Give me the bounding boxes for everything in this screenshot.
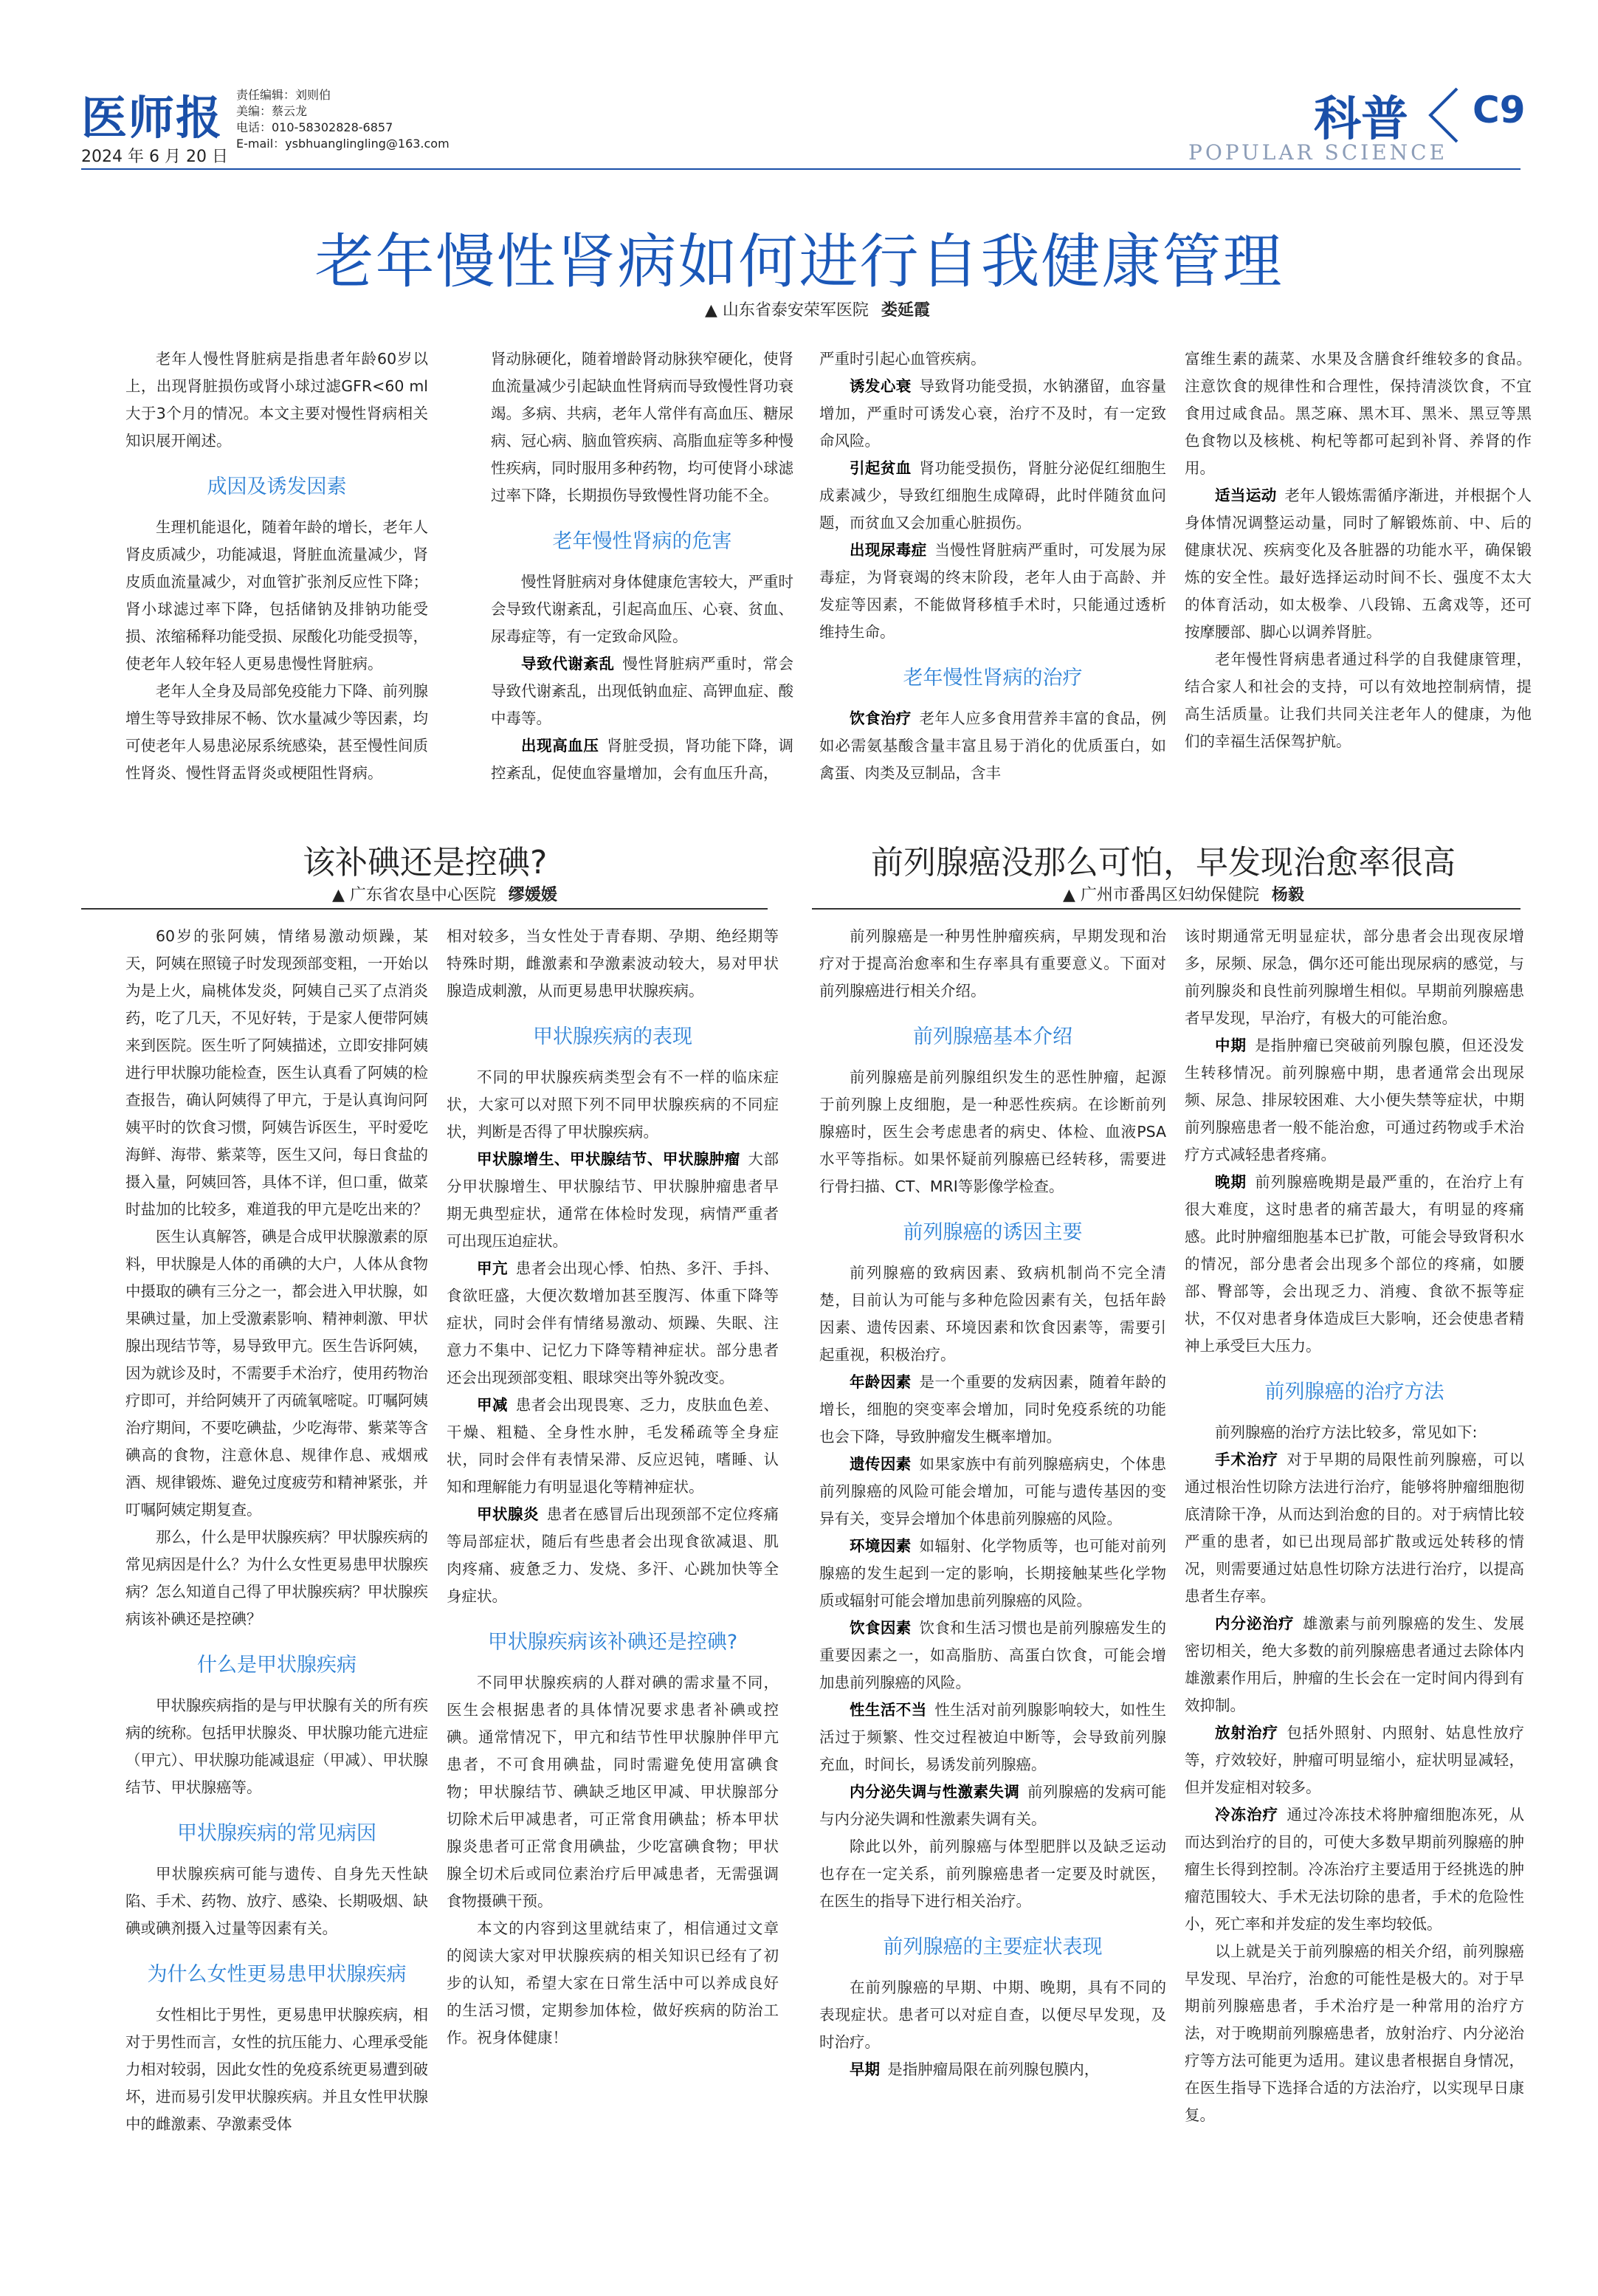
article-2-divider — [81, 908, 768, 910]
paragraph-text: 当慢性肾脏病严重时，可发展为尿毒症，为肾衰竭的终末阶段，老年人由于高龄、并发症等因素，不能做肾移植手术时，只能通过透析维持生命。 — [819, 541, 1166, 641]
paragraph-text: 是一个重要的发病因素，随着年龄的增长，细胞的突变率会增加，同时免疫系统的功能也会下降，导致肿瘤发生概率增加。 — [819, 1373, 1166, 1446]
section-name: 科普 — [1314, 92, 1408, 147]
paragraph — [819, 1615, 1166, 1697]
paragraph-lead: 饮食治疗 — [850, 709, 912, 727]
paragraph — [125, 346, 428, 455]
paragraph-lead: 性生活不当 — [850, 1701, 927, 1719]
paragraph — [819, 1259, 1166, 1369]
phone-credit: 电话：010-58302828-6857 — [236, 120, 393, 134]
paragraph — [1185, 1446, 1524, 1610]
paragraph-text: 前列腺癌的治疗方法比较多，常见如下: — [1215, 1423, 1478, 1441]
paragraph-text: 老年人全身及局部免疫能力下降、前列腺增生等导致排尿不畅、饮水量减少等因素，均可使老年人易患泌尿系统感染，甚至慢性间质性肾炎、慢性肾盂肾炎或梗阻性肾病。 — [125, 682, 428, 782]
paragraph-lead: 甲状腺炎 — [477, 1505, 539, 1523]
editorial-credits — [236, 87, 450, 152]
article-3-column-2 — [1185, 923, 1524, 2129]
section-heading: 老年慢性肾病的危害 — [552, 530, 732, 553]
article-1-byline — [705, 298, 930, 320]
section-heading: 甲状腺疾病的常见病因 — [177, 1822, 376, 1845]
paragraph-text: 老年慢性肾病患者通过科学的自我健康管理，结合家人和社会的支持，可以有效地控制病情，提高生活质量。让我们共同关注老年人的健康，为他们的幸福生活保驾护航。 — [1185, 650, 1532, 750]
paragraph-text: 甲状腺疾病指的是与甲状腺有关的所有疾病的统称。包括甲状腺炎、甲状腺功能亢进症（甲亢）、甲状腺功能减退症（甲减）、甲状腺结节、甲状腺癌等。 — [125, 1697, 428, 1796]
paragraph — [819, 1974, 1166, 2056]
paragraph-lead: 甲减 — [477, 1396, 508, 1414]
paragraph — [1185, 1032, 1524, 1169]
paragraph-text: 前列腺癌晚期是最严重的，在治疗上有很大难度，这时患者的痛苦最大，有明显的疼痛感。此时肿瘤细胞基本已扩散，可能会导致肾积水的情况，部分患者会出现多个部位的疼痛，如腰部、臀部等，会出现乏力、消瘦、食欲不振等症状，不仅对患者身体造成巨大影响，还会使患者精神上承受巨大压力。 — [1185, 1173, 1525, 1355]
article-1-column-1 — [125, 346, 428, 787]
paragraph-text: 肾功能受损伤，肾脏分泌促红细胞生成素减少，导致红细胞生成障碍，此时伴随贫血问题，而贫血又会加重心脏损伤。 — [819, 459, 1166, 532]
paragraph — [1185, 482, 1532, 646]
paragraph-lead: 中期 — [1215, 1037, 1247, 1054]
paragraph-lead: 饮食因素 — [850, 1619, 912, 1637]
paragraph — [819, 1697, 1166, 1778]
paragraph — [819, 373, 1166, 455]
paragraph — [1185, 1719, 1524, 1801]
paragraph — [125, 2001, 428, 2138]
paragraph-text: 老年人慢性肾脏病是指患者年龄60岁以上，出现肾脏损伤或肾小球过滤GFR<60 ml大于3个月的情况。本文主要对慢性肾病相关知识展开阐述。 — [125, 350, 428, 450]
paragraph-text: 不同甲状腺疾病的人群对碘的需求量不同，医生会根据患者的具体情况要求患者补碘或控碘。通常情况下，甲亢和结节性甲状腺肿伴甲亢患者，不可食用碘盐，同时需避免使用富碘食物；甲状腺结节、碘缺乏地区甲减、甲状腺部分切除术后甲减患者，可正常食用碘盐；桥本甲状腺炎患者可正常食用碘盐，少吃富碘食物；甲状腺全切术后或同位素治疗后甲减患者，无需强调食物摄碘干预。 — [447, 1674, 779, 1910]
section-heading: 前列腺癌的主要症状表现 — [883, 1936, 1103, 1959]
paragraph — [447, 1146, 779, 1255]
paragraph — [491, 650, 793, 732]
paragraph-lead: 适当运动 — [1215, 487, 1277, 504]
paragraph — [819, 923, 1166, 1005]
paragraph — [447, 1064, 779, 1146]
section-heading: 甲状腺疾病该补碘还是控碘? — [487, 1631, 738, 1654]
paragraph-text: 该时期通常无明显症状，部分患者会出现夜尿增多，尿频、尿急，偶尔还可能出现尿病的感觉，与前列腺炎和良性前列腺增生相似。早期前列腺癌患者早发现，早治疗，有极大的可能治愈。 — [1185, 927, 1524, 1027]
paragraph-lead: 遗传因素 — [850, 1455, 912, 1473]
article-2-column-2 — [447, 923, 779, 2052]
section-heading: 为什么女性更易患甲状腺疾病 — [147, 1963, 407, 1986]
section-heading: 成因及诱发因素 — [207, 475, 347, 498]
paragraph-text: 患者在感冒后出现颈部不定位疼痛等局部症状，随后有些患者会出现食欲减退、肌肉疼痛、疲惫乏力、发烧、多汗、心跳加快等全身症状。 — [447, 1505, 779, 1605]
paragraph — [819, 537, 1166, 646]
paragraph-text: 在前列腺癌的早期、中期、晚期，具有不同的表现症状。患者可以对症自查，以便尽早发现，及时治疗。 — [819, 1979, 1166, 2051]
paragraph-text: 60岁的张阿姨，情绪易激动烦躁，某天，阿姨在照镜子时发现颈部变粗，一开始以为是上火，扁桃体发炎，阿姨自己买了点消炎药，吃了几天，不见好转，于是家人便带阿姨来到医院。医生听了阿姨描述，立即安排阿姨进行甲状腺功能检查，医生认真看了阿姨的检查报告，确认阿姨得了甲亢，于是认真询问阿姨平时的饮食习惯，阿姨告诉医生，平时爱吃海鲜、海带、紫菜等，医生又问，每日食盐的摄入量，阿姨回答，具体不详，但口重，做菜时盐加的比较多，难道我的甲亢是吃出来的？ — [125, 927, 428, 1218]
paragraph-text: 老年人锻炼需循序渐进，并根据个人身体情况调整运动量，同时了解锻炼前、中、后的健康状况、疾病变化及各脏器的功能水平，确保锻炼的安全性。最好选择运动时间不长、强度不太大的体育活动，如太极拳、八段锦、五禽戏等，还可按摩腰部、脚心以调养肾脏。 — [1185, 487, 1532, 641]
paragraph-lead: 放射治疗 — [1215, 1724, 1279, 1742]
paragraph-text: 老年人应多食用营养丰富的食品，例如必需氨基酸含量丰富且易于消化的优质蛋白，如禽蛋、肉类及豆制品，含丰 — [819, 709, 1166, 782]
article-3-byline-org: ▲ 广州市番禺区妇幼保健院 — [1063, 886, 1259, 904]
paragraph — [125, 1692, 428, 1801]
paragraph — [819, 1833, 1166, 1915]
article-3-column-1 — [819, 923, 1166, 2083]
paragraph-lead: 环境因素 — [850, 1537, 912, 1555]
paragraph-text: 前列腺癌是前列腺组织发生的恶性肿瘤，起源于前列腺上皮细胞，是一种恶性疾病。在诊断前列腺癌时，医生会考虑患者的病史、体检、血液PSA水平等指标。如果怀疑前列腺癌已经转移，需要进行骨扫描、CT、MRI等影像学检查。 — [819, 1068, 1166, 1195]
paragraph-lead: 手术治疗 — [1215, 1451, 1279, 1468]
paragraph — [491, 568, 793, 650]
section-heading: 老年慢性肾病的治疗 — [903, 667, 1083, 690]
paragraph-text: 是指肿瘤已突破前列腺包膜，但还没发生转移情况。前列腺癌中期，患者通常会出现尿频、尿急、排尿较困难、大小便失禁等症状，中期前列腺癌患者一般不能治愈，可通过药物或手术治疗方式减轻患者疼痛。 — [1185, 1037, 1525, 1164]
article-1-byline-author: 娄延霞 — [881, 301, 930, 320]
paragraph — [491, 732, 793, 787]
paragraph-text: 本文的内容到这里就结束了，相信通过文章的阅读大家对甲状腺疾病的相关知识已经有了初步的认知，希望大家在日常生活中可以养成良好的生活习惯，定期参加体检，做好疾病的防治工作。祝身体健康！ — [447, 1919, 779, 2046]
paragraph-text: 医生认真解答，碘是合成甲状腺激素的原料，甲状腺是人体的甬碘的大户，人体从食物中摄取的碘有三分之一，都会进入甲状腺，如果碘过量，加上受激素影响、精神刺激、甲状腺出现结节等，易导致甲亢。医生告诉阿姨，因为就诊及时，不需要手术治疗，使用药物治疗即可，并给阿姨开了丙硫氧嘧啶。叮嘱阿姨治疗期间，不要吃碘盐，少吃海带、紫菜等含碘高的食物，注意休息、规律作息、戒烟戒酒、规律锻炼、避免过度疲劳和精神紧张，并叮嘱阿姨定期复查。 — [125, 1228, 428, 1519]
paragraph-lead: 内分泌失调与性激素失调 — [850, 1783, 1020, 1801]
issue-date: 2024 年 6 月 20 日 — [81, 148, 228, 166]
paragraph — [447, 923, 779, 1005]
paragraph — [1185, 646, 1532, 755]
paragraph — [125, 514, 428, 678]
article-1-column-2 — [491, 346, 793, 787]
paragraph-text: 对于早期的局限性前列腺癌，可以通过根治性切除方法进行治疗，能够将肿瘤细胞彻底清除干净，从而达到治愈的目的。对于病情比较严重的患者，如已出现局部扩散或远处转移的情况，则需要通过姑息性切除方法进行治疗，以提高患者生存率。 — [1185, 1451, 1525, 1605]
designer-credit: 美编：蔡云龙 — [236, 104, 308, 118]
article-2-byline — [332, 882, 557, 905]
paragraph — [819, 1369, 1166, 1451]
page-number: C9 — [1473, 89, 1526, 131]
paragraph-lead: 甲亢 — [477, 1259, 508, 1277]
paragraph-text: 肾动脉硬化，随着增龄肾动脉狭窄硬化，使肾血流量减少引起缺血性肾病而导致慢性肾功衰竭。多病、共病，老年人常伴有高血压、糖尿病、冠心病、脑血管疾病、高脂血症等多种慢性疾病，同时服用多种药物，均可使肾小球滤过率下降，长期损伤导致慢性肾功能不全。 — [491, 350, 793, 504]
paragraph-text: 前列腺癌是一种男性肿瘤疾病，早期发现和治疗对于提高治愈率和生存率具有重要意义。下面对前列腺癌进行相关介绍。 — [819, 927, 1166, 1000]
paragraph — [819, 1778, 1166, 1833]
paragraph-text: 肾脏受损，肾功能下降，调控紊乱，促使血容量增加，会有血压升高， — [491, 737, 794, 782]
masthead-divider — [81, 168, 1520, 170]
editor-credit: 责任编辑：刘则伯 — [236, 88, 331, 102]
paragraph — [447, 1255, 779, 1392]
paragraph-text: 慢性肾脏病对身体健康危害较大，严重时会导致代谢紊乱，引起高血压、心衰、贫血、尿毒症等，有一定致命风险。 — [491, 573, 793, 645]
article-1-column-4 — [1185, 346, 1532, 755]
article-1-byline-org: ▲ 山东省泰安荣军医院 — [705, 301, 869, 320]
paragraph-lead: 甲状腺增生、甲状腺结节、甲状腺肿瘤 — [477, 1150, 740, 1168]
paragraph-lead: 出现高血压 — [521, 737, 599, 755]
paragraph-lead: 早期 — [850, 2060, 880, 2078]
paragraph-lead: 导致代谢紊乱 — [521, 655, 615, 673]
paragraph — [125, 1524, 428, 1633]
paragraph-lead: 出现尿毒症 — [850, 541, 927, 559]
paragraph-text: 富维生素的蔬菜、水果及含膳食纤维较多的食品。注意饮食的规律性和合理性，保持清淡饮食，不宜食用过咸食品。黑芝麻、黑木耳、黑米、黑豆等黑色食物以及核桃、枸杞等都可起到补肾、养肾的作用。 — [1185, 350, 1532, 477]
paragraph — [1185, 1801, 1524, 1938]
paragraph-text: 严重时引起心血管疾病。 — [819, 350, 986, 368]
paragraph-text: 女性相比于男性，更易患甲状腺疾病，相对于男性而言，女性的抗压能力、心理承受能力相对较弱，因此女性的免疫系统更易遭到破坏，进而易引发甲状腺疾病。并且女性甲状腺中的雌激素、孕激素受体 — [125, 2006, 428, 2133]
paragraph-lead: 诱发心衰 — [850, 377, 912, 395]
section-heading: 前列腺癌的诱因主要 — [903, 1221, 1083, 1244]
section-heading: 前列腺癌基本介绍 — [913, 1025, 1072, 1048]
article-2-column-1 — [125, 923, 428, 2138]
paragraph — [1185, 1610, 1524, 1719]
paragraph — [1185, 1169, 1524, 1360]
paragraph-text: 患者会出现畏寒、乏力，皮肤血色差、干燥、粗糙、全身性水肿，毛发稀疏等全身症状，同时会伴有表情呆滞、反应迟钝，嗜睡、认知和理解能力有明显退化等精神症状。 — [447, 1396, 779, 1496]
article-2-byline-org: ▲ 广东省农垦中心医院 — [332, 886, 496, 904]
article-1-column-3 — [819, 346, 1166, 787]
section-heading: 甲状腺疾病的表现 — [533, 1025, 692, 1048]
section-heading: 前列腺癌的治疗方法 — [1264, 1381, 1444, 1403]
paragraph-lead: 冷冻治疗 — [1215, 1806, 1279, 1824]
paragraph — [447, 1669, 779, 1915]
paragraph-lead: 引起贫血 — [850, 459, 912, 477]
paragraph — [447, 1501, 779, 1610]
article-1-title: 老年慢性肾病如何进行自我健康管理 — [314, 227, 1284, 296]
paragraph-lead: 晚期 — [1215, 1173, 1247, 1191]
paragraph-text: 雄激素与前列腺癌的发生、发展密切相关，绝大多数的前列腺癌患者通过去除体内雄激素作用后，肿瘤的生长会在一定时间内得到有效抑制。 — [1185, 1615, 1525, 1714]
paragraph — [819, 455, 1166, 537]
paragraph — [819, 1451, 1166, 1533]
paragraph-text: 是指肿瘤局限在前列腺包膜内， — [887, 2060, 1100, 2078]
paragraph — [819, 2056, 1166, 2083]
article-2-title: 该补碘还是控碘? — [303, 844, 548, 881]
paragraph — [819, 1533, 1166, 1615]
masthead — [81, 81, 1528, 170]
paragraph-text: 性生活对前列腺影响较大，如性生活过于频繁、性交过程被迫中断等，会导致前列腺充血，时间长，易诱发前列腺癌。 — [819, 1701, 1166, 1773]
paragraph-text: 前列腺癌的发病可能与内分泌失调和性激素失调有关。 — [819, 1783, 1166, 1828]
paragraph — [447, 1392, 779, 1501]
article-3-title: 前列腺癌没那么可怕，早发现治愈率很高 — [871, 844, 1456, 881]
paragraph — [1185, 923, 1524, 1032]
paragraph-text: 以上就是关于前列腺癌的相关介绍，前列腺癌早发现、早治疗，治愈的可能性是极大的。对于早期前列腺癌患者，手术治疗是一种常用的治疗方法，对于晚期前列腺癌患者，放射治疗、内分泌治疗等方法可能更为适用。建议患者根据自身情况，在医生指导下选择合适的方法治疗，以实现早日康复。 — [1185, 1942, 1524, 2124]
paragraph — [819, 1064, 1166, 1200]
article-2-byline-author: 缪媛媛 — [508, 886, 557, 904]
paragraph — [819, 705, 1166, 787]
paragraph-text: 如果家族中有前列腺癌病史，个体患前列腺癌的风险可能会增加，可能与遗传基因的变异有关，变异会增加个体患前列腺癌的风险。 — [819, 1455, 1166, 1527]
paragraph — [1185, 346, 1532, 482]
section-heading: 什么是甲状腺疾病 — [197, 1654, 357, 1677]
paragraph — [491, 346, 793, 509]
article-3-divider — [812, 908, 1520, 910]
paragraph-text: 那么，什么是甲状腺疾病？甲状腺疾病的常见病因是什么？为什么女性更易患甲状腺疾病？怎么知道自己得了甲状腺疾病？甲状腺疾病该补碘还是控碘？ — [125, 1528, 428, 1628]
paragraph-text: 饮食和生活习惯也是前列腺癌发生的重要因素之一，如高脂肪、高蛋白饮食，可能会增加患前列腺癌的风险。 — [819, 1619, 1166, 1691]
paragraph-text: 不同的甲状腺疾病类型会有不一样的临床症状，大家可以对照下列不同甲状腺疾病的不同症状，判断是否得了甲状腺疾病。 — [447, 1068, 779, 1141]
paragraph-text: 通过冷冻技术将肿瘤细胞冻死，从而达到治疗的目的，可使大多数早期前列腺癌的肿瘤生长得到控制。冷冻治疗主要适用于经挑选的肿瘤范围较大、手术无法切除的患者，手术的危险性小，死亡率和并发症的发生率均较低。 — [1185, 1806, 1525, 1933]
paragraph — [125, 1223, 428, 1524]
article-3-byline-author: 杨毅 — [1271, 886, 1304, 904]
paragraph — [1185, 1938, 1524, 2129]
article-3-byline — [1063, 882, 1304, 905]
paragraph-text: 相对较多，当女性处于青春期、孕期、绝经期等特殊时期，雌激素和孕激素波动较大，易对甲状腺造成刺激，从而更易患甲状腺疾病。 — [447, 927, 779, 1000]
paragraph — [125, 923, 428, 1223]
paragraph-text: 除此以外，前列腺癌与体型肥胖以及缺乏运动也存在一定关系，前列腺癌患者一定要及时就医，在医生的指导下进行相关治疗。 — [819, 1838, 1166, 1910]
paragraph-lead: 内分泌治疗 — [1215, 1615, 1295, 1632]
paragraph-text: 如辐射、化学物质等，也可能对前列腺癌的发生起到一定的影响，长期接触某些化学物质或辐射可能会增加患前列腺癌的风险。 — [819, 1537, 1166, 1609]
email-credit: E-mail：ysbhuanglingling@163.com — [236, 137, 450, 151]
section-english-name: POPULAR SCIENCE — [1188, 140, 1448, 165]
paragraph — [819, 346, 1166, 373]
paragraph-text: 甲状腺疾病可能与遗传、自身先天性缺陷、手术、药物、放疗、感染、长期吸烟、缺碘或碘剂摄入过量等因素有关。 — [125, 1865, 428, 1937]
paragraph — [447, 1915, 779, 2052]
paragraph-text: 包括外照射、内照射、姑息性放疗等，疗效较好，肿瘤可明显缩小，症状明显减轻，但并发症相对较多。 — [1185, 1724, 1525, 1796]
paragraph-text: 生理机能退化，随着年龄的增长，老年人肾皮质减少，功能减退，肾脏血流量减少，肾皮质血流量减少，对血管扩张剂反应性下降；肾小球滤过率下降，包括储钠及排钠功能受损、浓缩稀释功能受损、尿酸化功能受损等，使老年人较年轻人更易患慢性肾脏病。 — [125, 518, 428, 673]
paragraph-lead: 年龄因素 — [850, 1373, 912, 1391]
paragraph — [1185, 1419, 1524, 1446]
chevron-left-icon — [1425, 86, 1461, 145]
newspaper-logo: 医师报 — [81, 91, 224, 145]
paragraph-text: 慢性肾脏病严重时，常会导致代谢紊乱，出现低钠血症、高钾血症、酸中毒等。 — [491, 655, 794, 727]
paragraph-text: 前列腺癌的致病因素、致病机制尚不完全清楚，目前认为可能与多种危险因素有关，包括年龄因素、遗传因素、环境因素和饮食因素等，需要引起重视，积极治疗。 — [819, 1264, 1166, 1364]
paragraph — [125, 678, 428, 787]
paragraph — [125, 1860, 428, 1942]
paragraph-text: 导致肾功能受损，水钠潴留，血容量增加，严重时可诱发心衰，治疗不及时，有一定致命风险。 — [819, 377, 1166, 450]
paragraph-text: 患者会出现心悸、怕热、多汗、手抖、食欲旺盛，大便次数增加甚至腹泻、体重下降等症状，同时会伴有情绪易激动、烦躁、失眠、注意力不集中、记忆力下降等精神症状。部分患者还会出现颈部变粗、眼球突出等外貌改变。 — [447, 1259, 779, 1386]
paragraph-text: 大部分甲状腺增生、甲状腺结节、甲状腺肿瘤患者早期无典型症状，通常在体检时发现，病情严重者可出现压迫症状。 — [447, 1150, 779, 1250]
